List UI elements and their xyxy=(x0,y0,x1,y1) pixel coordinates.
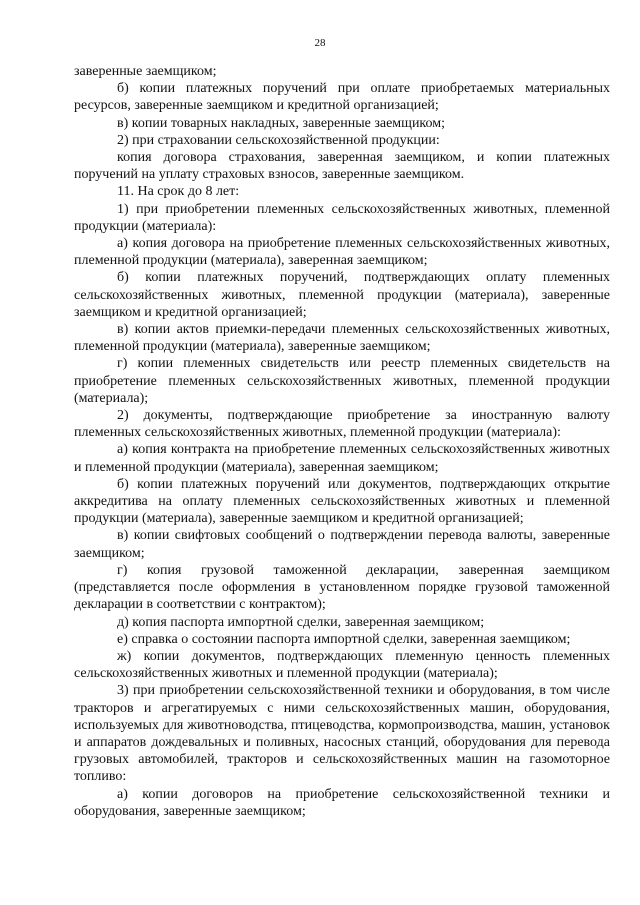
section-heading: 11. На срок до 8 лет: xyxy=(117,184,240,200)
paragraph: б) копии платежных поручений при оплате приобретаемых материальных ресурсов, заверенные заемщиком и кредитной организацией; xyxy=(74,81,610,114)
paragraph: в) копии свифтовых сообщений о подтверждении перевода валюты, заверенные заемщиком; xyxy=(74,528,610,561)
paragraph: 3) при приобретении сельскохозяйственной техники и оборудования, в том числе тракторов и агрегатируемых с ними сельскохозяйственных машин, оборудования, используемых для животноводства, птицеводства, кормопроизводства, машин, установок и аппаратов дождевальных и поливных, насосных станций, оборудования для перевода грузовых автомобилей, тракторов и сельскохозяйственных машин на газомоторное топливо: xyxy=(74,683,610,785)
paragraph: а) копии договоров на приобретение сельскохозяйственной техники и оборудования, заверенные заемщиком; xyxy=(74,786,610,819)
paragraph: г) копии племенных свидетельств или реестр племенных свидетельств на приобретение племенных сельскохозяйственных животных, племенной продукции (материала); xyxy=(74,356,610,406)
paragraph: в) копии товарных накладных, заверенные заемщиком; xyxy=(117,115,446,131)
paragraph: б) копии платежных поручений или документов, подтверждающих открытие аккредитива на оплату племенных сельскохозяйственных животных и племенной продукции (материала), заверенные заемщиком и кредитной организацией; xyxy=(74,476,610,527)
paragraph: 2) при страховании сельскохозяйственной продукции: xyxy=(117,132,440,148)
paragraph: копия договора страхования, заверенная заемщиком, и копии платежных поручений на уплату страховых взносов, заверенные заемщиком. xyxy=(74,150,610,183)
page-body xyxy=(74,63,610,820)
paragraph: д) копия паспорта импортной сделки, заверенная заемщиком; xyxy=(117,614,485,630)
paragraph: б) копии платежных поручений, подтверждающих оплату племенных сельскохозяйственных животных, племенной продукции (материала), заверенные заемщиком и кредитной организацией; xyxy=(74,270,610,320)
page-number: 28 xyxy=(314,37,326,49)
paragraph: е) справка о состоянии паспорта импортной сделки, заверенная заемщиком; xyxy=(117,631,571,647)
paragraph: а) копия договора на приобретение племенных сельскохозяйственных животных, племенной продукции (материала), заверенная заемщиком; xyxy=(74,236,610,269)
paragraph: заверенные заемщиком; xyxy=(74,64,217,79)
paragraph: ж) копии документов, подтверждающих племенную ценность племенных сельскохозяйственных животных и племенной продукции (материала); xyxy=(74,648,610,682)
paragraph: а) копия контракта на приобретение племенных сельскохозяйственных животных и племенной продукции (материала), заверенная заемщиком; xyxy=(74,442,610,475)
paragraph: г) копия грузовой таможенной декларации, заверенная заемщиком (представляется после оформления в установленном порядке грузовой таможенной декларации в соответствии с контрактом); xyxy=(74,562,610,613)
paragraph: 1) при приобретении племенных сельскохозяйственных животных, племенной продукции (материала): xyxy=(74,201,610,234)
paragraph: в) копии актов приемки-передачи племенных сельскохозяйственных животных, племенной продукции (материала), заверенные заемщиком; xyxy=(74,322,610,355)
paragraph: 2) документы, подтверждающие приобретение за иностранную валюту племенных сельскохозяйственных животных, племенной продукции (материала): xyxy=(74,408,610,441)
